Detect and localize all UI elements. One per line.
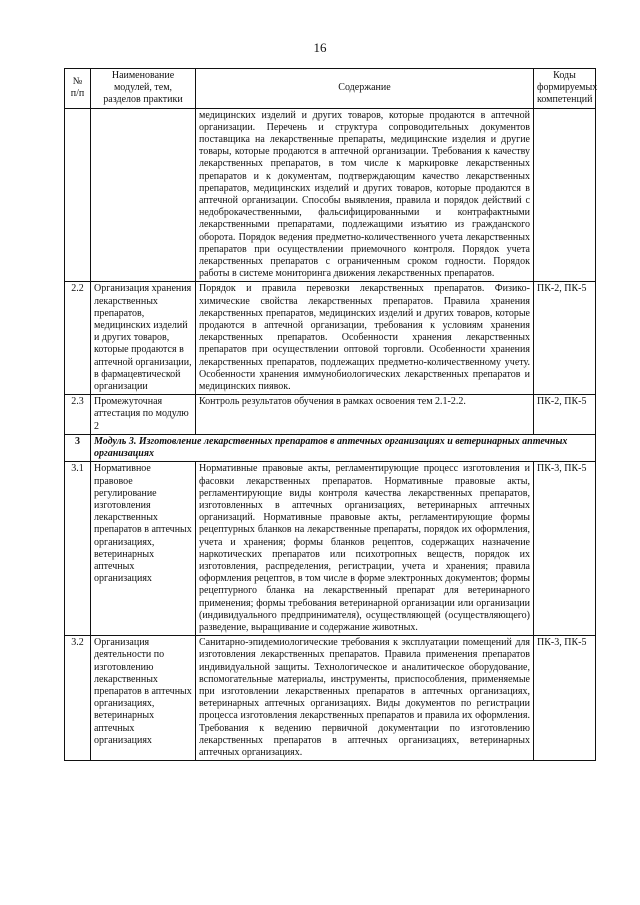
table-header-row	[65, 69, 596, 109]
row-content: Контроль результатов обучения в рамках освоения тем 2.1-2.2.	[196, 395, 534, 435]
row-content: медицинских изделий и других товаров, которые продаются в аптечной организации. Перечень и структура сопроводительных документов поставщика на лекарственные препараты, медицинские изделия и другие товары, которые продаются в аптечной организации. Требования к качеству лекарственных препаратов, в том числе к маркировке лекарственных препаратов и к документам, подтверждающим качество лекарственных препаратов, медицинских изделий и других товаров, которые продаются в аптечной организации. Способы выявления, правила и порядок действий с недоброкачественными, фальсифицированными и контрафактными лекарственными препаратами, подлежащими изъятию из гражданского оборота. Порядок ведения предметно-количественного учета лекарственных препаратов при осуществлении приемочного контроля. Порядок учета лекарственных препаратов с ограниченным сроком годности. Порядок работы в системе мониторинга движения лекарственных препаратов.	[196, 108, 534, 282]
row-num	[65, 108, 91, 282]
row-num: 3.1	[65, 462, 91, 636]
row-codes: ПК-2, ПК-5	[534, 395, 596, 435]
table-row	[65, 636, 596, 761]
row-name: Организация деятельности по изготовлению лекарственных препаратов в аптечных организациях, ветеринарных аптечных организациях	[91, 636, 196, 761]
row-name: Промежуточная аттестация по модулю 2	[91, 395, 196, 435]
row-codes: ПК-3, ПК-5	[534, 636, 596, 761]
row-num: 2.2	[65, 282, 91, 395]
page-number: 16	[313, 40, 327, 55]
row-num: 3.2	[65, 636, 91, 761]
header-codes: Коды формируемых компетенций	[534, 69, 596, 109]
table-row	[65, 108, 596, 282]
table-row	[65, 462, 596, 636]
row-content: Порядок и правила перевозки лекарственных препаратов. Физико-химические свойства лекарственных препаратов. Правила хранения лекарственных препаратов, медицинских изделий и других товаров, которые продаются в аптечной организации, требования к условиям хранения лекарственных препаратов. Особенности хранения лекарственных препаратов при осуществлении оптовой торговли. Особенности хранения лекарственных препаратов, подлежащих предметно-количественному учету. Особенности хранения иммунобиологических лекарственных препаратов и медицинских пиявок.	[196, 282, 534, 395]
row-name	[91, 108, 196, 282]
row-name: Нормативное правовое регулирование изготовления лекарственных препаратов в аптечных организациях, ветеринарных аптечных организациях	[91, 462, 196, 636]
module-title: Модуль 3. Изготовление лекарственных препаратов в аптечных организациях и ветеринарных аптечных организациях	[91, 434, 596, 461]
table-row	[65, 282, 596, 395]
row-codes	[534, 108, 596, 282]
header-name: Наименование модулей, тем, разделов практики	[91, 69, 196, 109]
row-content: Санитарно-эпидемиологические требования к эксплуатации помещений для изготовления лекарственных препаратов. Правила применения препаратов индивидуальной защиты. Технологическое и аналитическое оборудование, вспомогательные материалы, инструменты, приспособления, применяемые при изготовлении лекарственных препаратов в аптечных организациях, ветеринарных аптечных организациях. Виды документов по регистрации процесса изготовления лекарственных препаратов и правила их оформления. Требования к ведению первичной документации по изготовлению лекарственных препаратов в аптечных организациях, ветеринарных аптечных организациях.	[196, 636, 534, 761]
header-num: № п/п	[65, 69, 91, 109]
row-content: Нормативные правовые акты, регламентирующие процесс изготовления и фасовки лекарственных препаратов. Нормативные правовые акты, регламентирующие виды контроля качества лекарственных препаратов, изготовленных в аптечных организациях, ветеринарных аптечных организаций. Нормативные правовые акты, регламентирующие формы рецептурных бланков на лекарственные препараты, порядок их оформления, учета и хранения; формы бланков рецептов, содержащих назначение наркотических препаратов или психотропных веществ, порядок их изготовления, распределения, регистрации, учета и хранения; правила оформления рецептов, в том числе в форме электронных документов; формы рецептурного бланка на лекарственный препарат для ветеринарного применения; формы требования ветеринарной организации или организации (индивидуального предпринимателя), осуществляющей (осуществляющего) разведение, выращивание и содержание животных.	[196, 462, 534, 636]
table-row	[65, 395, 596, 435]
row-num: 2.3	[65, 395, 91, 435]
module-num: 3	[65, 434, 91, 461]
row-codes: ПК-2, ПК-5	[534, 282, 596, 395]
row-name: Организация хранения лекарственных препаратов, медицинских изделий и других товаров, которые продаются в аптечной организации, в фармацевтической организации	[91, 282, 196, 395]
module-row	[65, 434, 596, 461]
row-codes: ПК-3, ПК-5	[534, 462, 596, 636]
header-content: Содержание	[196, 69, 534, 109]
curriculum-table	[64, 68, 596, 761]
